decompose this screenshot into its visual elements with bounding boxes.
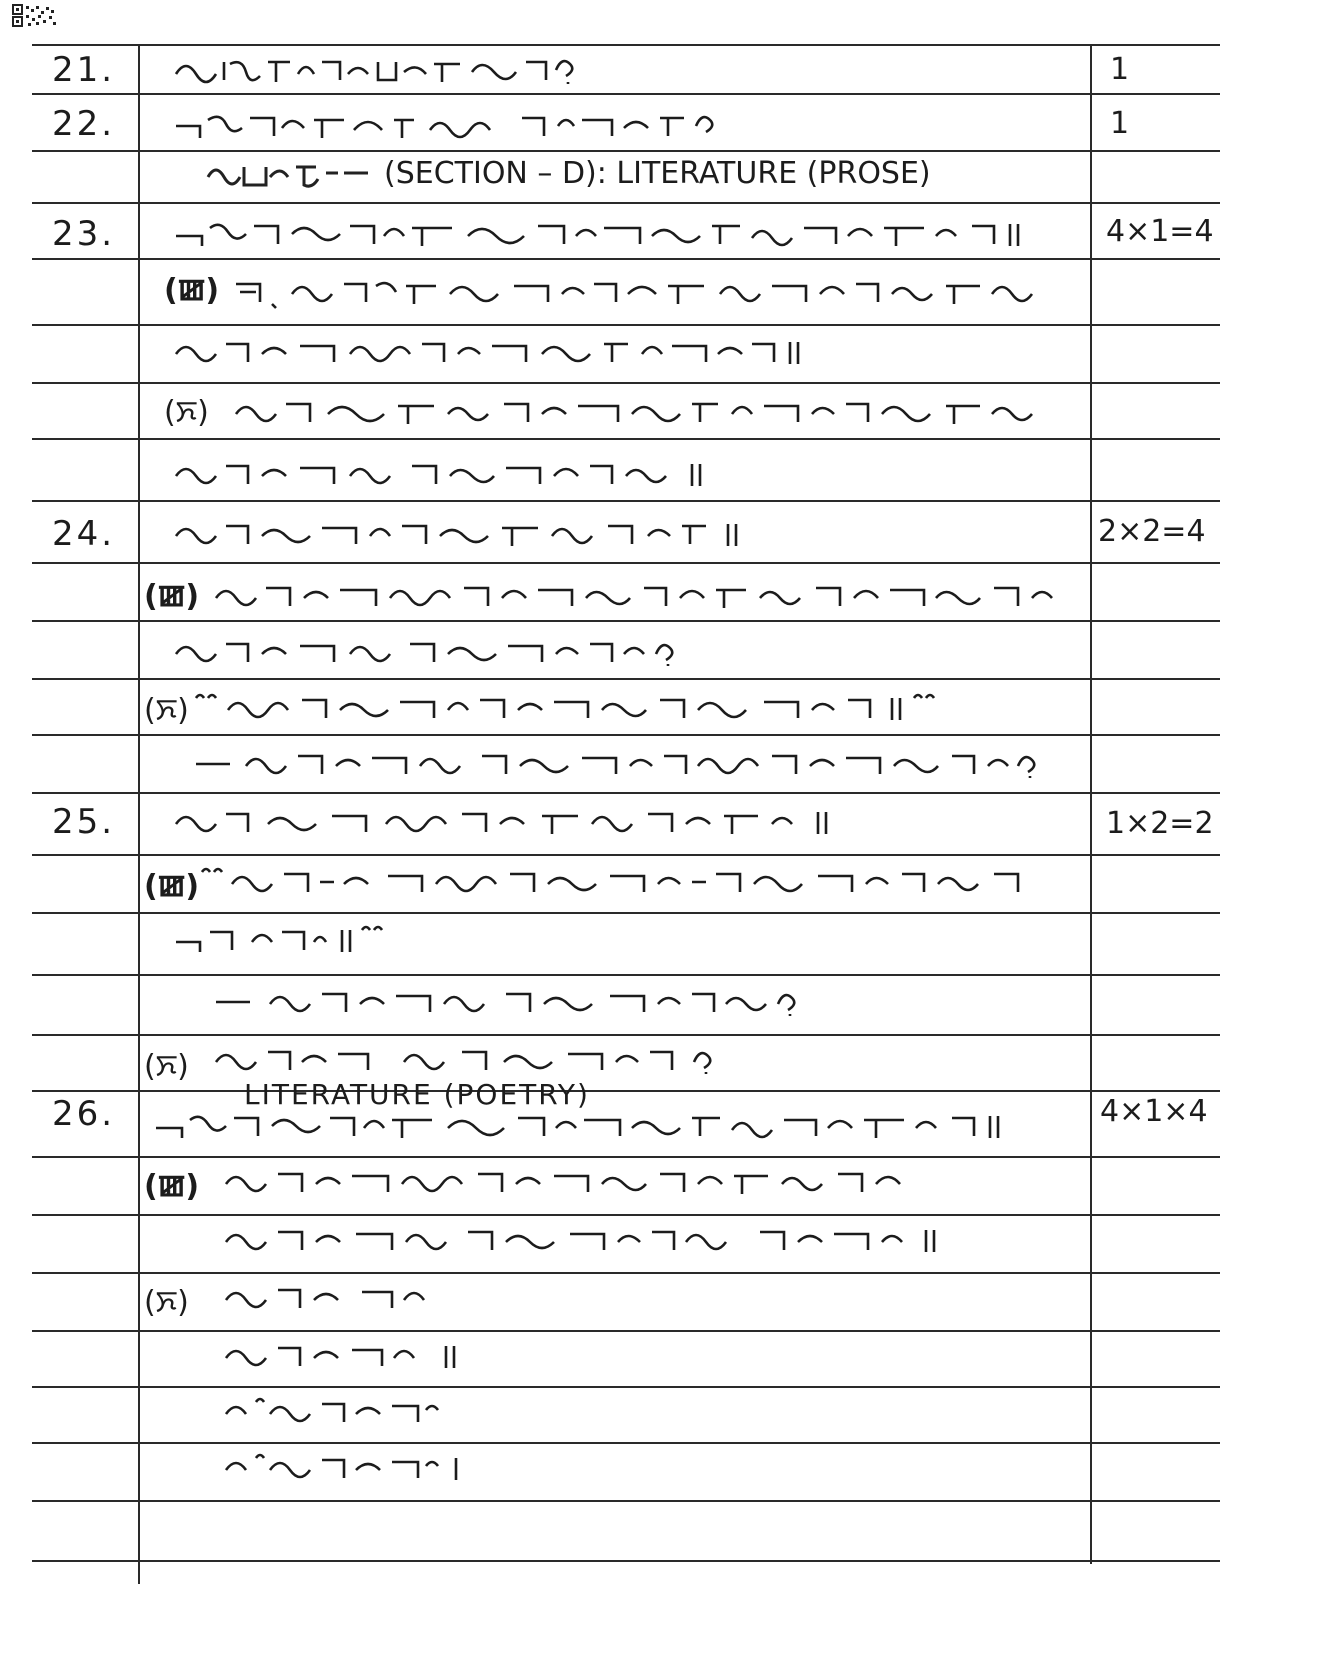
- qr-code-icon: [12, 4, 58, 28]
- handwritten-script: [222, 1336, 482, 1376]
- handwritten-script: [192, 688, 1012, 728]
- table-rule: [32, 734, 1220, 736]
- handwritten-script: [232, 392, 1082, 432]
- marks-value: 4×1=4: [1106, 214, 1214, 249]
- handwritten-script: [152, 1106, 1052, 1146]
- column-rule: [1090, 44, 1092, 1564]
- question-number: 25.: [52, 802, 116, 842]
- table-rule: [32, 854, 1220, 856]
- handwritten-script: [172, 106, 732, 146]
- handwritten-script: [172, 802, 872, 842]
- question-number: 21.: [52, 50, 116, 90]
- marks-value: 1×2=2: [1106, 806, 1214, 841]
- marks-value: 4×1×4: [1100, 1094, 1208, 1129]
- table-rule: [32, 1090, 1220, 1092]
- table-rule: [32, 620, 1220, 622]
- table-rule: [32, 792, 1220, 794]
- table-rule: [32, 44, 1220, 46]
- table-rule: [32, 974, 1220, 976]
- subpart-ka: (ꯀ): [164, 273, 220, 308]
- table-rule: [32, 1272, 1220, 1274]
- handwritten-script: [172, 50, 592, 90]
- question-number: 22.: [52, 104, 116, 144]
- handwritten-script: [172, 214, 1072, 254]
- question-number: 26.: [52, 1094, 116, 1134]
- handwritten-script: [212, 576, 1092, 616]
- table-rule: [32, 438, 1220, 440]
- handwritten-script: [192, 744, 1072, 784]
- handwritten-script: [172, 514, 772, 554]
- handwritten-script: [172, 332, 852, 372]
- table-rule: [32, 1500, 1220, 1502]
- table-rule: [32, 1330, 1220, 1332]
- handwritten-script: [222, 1162, 962, 1202]
- handwritten-script: [172, 920, 432, 960]
- table-rule: [32, 258, 1220, 260]
- column-rule: [138, 44, 140, 1584]
- handwritten-script: [222, 1278, 462, 1318]
- table-rule: [32, 382, 1220, 384]
- question-table: [32, 44, 1294, 1584]
- handwritten-script: [172, 632, 732, 672]
- handwritten-script: [212, 982, 852, 1022]
- table-rule: [32, 1156, 1220, 1158]
- handwritten-script: [172, 454, 752, 494]
- table-rule: [32, 202, 1220, 204]
- handwritten-script: [204, 157, 374, 191]
- handwritten-script: [198, 862, 1078, 902]
- question-number: 24.: [52, 514, 116, 554]
- subpart-ka: (ꯀ): [144, 579, 200, 614]
- table-rule: [32, 1386, 1220, 1388]
- handwritten-script: [222, 1392, 462, 1432]
- table-rule: [32, 1034, 1220, 1036]
- table-rule: [32, 150, 1220, 152]
- table-rule: [32, 324, 1220, 326]
- subpart-kha: (ꯈ): [144, 1049, 189, 1084]
- table-rule: [32, 1214, 1220, 1216]
- handwritten-script: [212, 1040, 772, 1080]
- handwritten-script: [222, 1448, 482, 1488]
- question-number: 23.: [52, 214, 116, 254]
- table-rule: [32, 1560, 1220, 1562]
- subpart-kha: (ꯈ): [144, 1285, 189, 1320]
- section-heading: [204, 156, 931, 191]
- marks-value: 2×2=4: [1098, 514, 1206, 549]
- table-rule: [32, 678, 1220, 680]
- table-rule: [32, 93, 1220, 95]
- marks-value: 1: [1110, 106, 1130, 141]
- table-rule: [32, 500, 1220, 502]
- subpart-ka: (ꯀ): [144, 869, 200, 904]
- subpart-ka: (ꯀ): [144, 1169, 200, 1204]
- handwritten-script: [222, 1220, 982, 1260]
- handwritten-script: [232, 272, 1082, 312]
- table-rule: [32, 562, 1220, 564]
- subpart-kha: (ꯈ): [144, 693, 189, 728]
- table-rule: [32, 1442, 1220, 1444]
- section-label: (SECTION – D): LITERATURE (PROSE): [384, 156, 931, 191]
- poetry-heading: LITERATURE (POETRY): [244, 1078, 590, 1111]
- subpart-kha: (ꯈ): [164, 395, 209, 430]
- marks-value: 1: [1110, 52, 1130, 87]
- table-rule: [32, 912, 1220, 914]
